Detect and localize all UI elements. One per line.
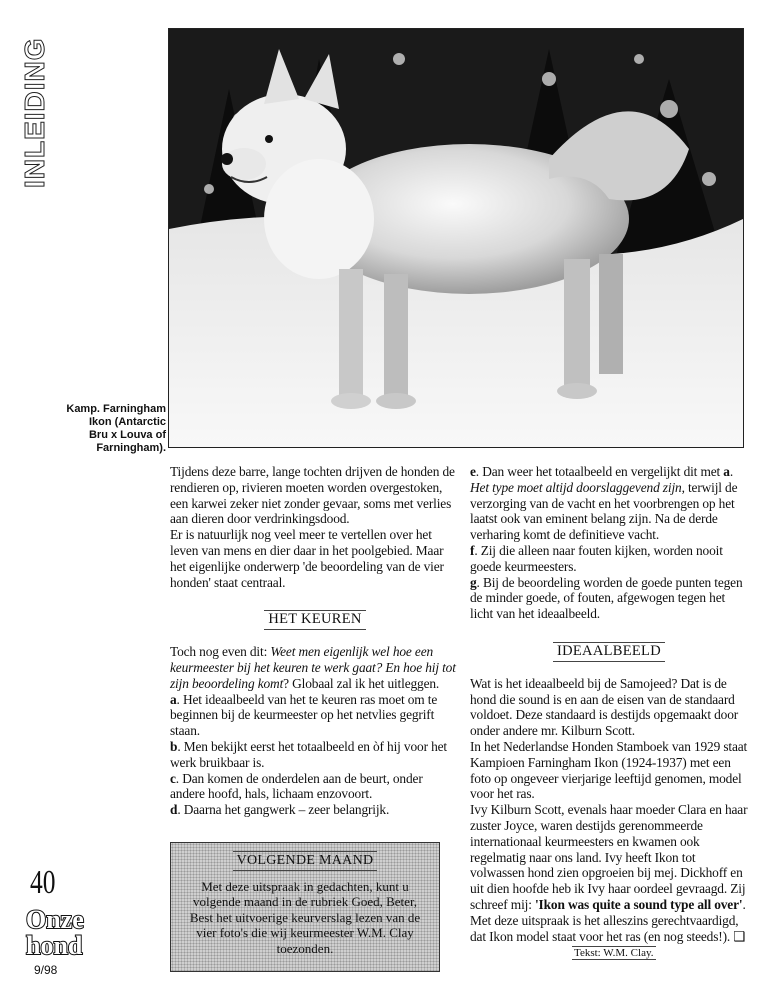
ivy-quote: 'Ikon was quite a sound type all over' bbox=[534, 896, 743, 912]
dog-photo bbox=[168, 28, 744, 448]
item-rest: , terwijl de verzorging van de vacht en het voorbrengen op het laatst ook van eminent belang zijn. Na de derde verharing komt de definitieve vacht. bbox=[470, 479, 738, 543]
closing-paragraph: Met deze uitspraak is het alleszins gerechtvaardigd, dat Ikon model staat voor het ras (en nog steeds!). ❑ bbox=[470, 912, 746, 944]
next-month-box bbox=[170, 842, 440, 972]
list-item bbox=[470, 543, 748, 575]
body-paragraph: In het Nederlandse Honden Stamboek van 1929 staat Kampioen Farningham Ikon (1924-1937) met een foto op ongeveer vierjarige leeftijd genomen, model voor het ras. bbox=[470, 738, 748, 802]
issue-number: 9/98 bbox=[34, 963, 58, 977]
keuren-question: Weet men eigenlijk wel hoe een keurmeester bij het keuren te werk gaat? En hoe hij tot zijn beoordeling komt bbox=[170, 644, 456, 691]
body-paragraph: Wat is het ideaalbeeld bij de Samojeed? Dat is de hond die sound is en aan de eisen van de standaard voldoet. Deze standaard is destijds opgemaakt door onder andere mr. Kilburn Scott. bbox=[470, 675, 739, 739]
item-ref: a bbox=[723, 464, 730, 479]
item-text: . Daarna het gangwerk – zeer belangrijk. bbox=[177, 802, 390, 818]
ivy-paragraph bbox=[470, 802, 748, 913]
item-letter: d bbox=[170, 802, 178, 818]
item-text: . Zij die alleen naar fouten kijken, worden nooit goede keurmeesters. bbox=[470, 542, 723, 574]
page-number: 40 bbox=[30, 864, 56, 901]
logo-line-2: hond bbox=[26, 931, 83, 960]
keuren-intro bbox=[170, 644, 460, 691]
list-item bbox=[170, 802, 460, 818]
intro-paragraph: Tijdens deze barre, lange tochten drijven de honden de rendieren op, rivieren moeten worden overgestoken, een karwei zeker niet zonder gevaar, soms met verlies aan dieren door verdrinkingsdood. bbox=[170, 464, 455, 527]
ivy-text: Ivy Kilburn Scott, evenals haar moeder Clara en haar zuster Joyce, waren destijds gerenommeerde internationaal keurmeesters en kwamen ook regelmatig naar ons land. Ivy heeft Ikon tot volwassen hond zien opgroeien bij mej. Dickhoff en uit dien hoofde heb ik Ivy haar oordeel gevraagd. Zij schreef mij: bbox=[470, 802, 748, 912]
keuren-tail: ? Globaal zal ik het uitleggen. bbox=[283, 675, 440, 691]
list-item bbox=[170, 739, 460, 771]
item-letter: f bbox=[470, 542, 475, 558]
list-item bbox=[470, 575, 748, 622]
item-text: . Dan komen de onderdelen aan de beurt, onder andere hoofd, hals, lichaam enzovoort. bbox=[170, 770, 423, 802]
heading-ideaalbeeld-wrap bbox=[470, 642, 748, 662]
item-text: . Dan weer het totaalbeeld en vergelijkt dit met bbox=[475, 464, 724, 479]
item-letter: a bbox=[170, 691, 177, 707]
right-column bbox=[470, 464, 748, 944]
item-letter: c bbox=[170, 770, 176, 786]
author-credit: Tekst: W.M. Clay. bbox=[574, 947, 654, 959]
list-item bbox=[170, 771, 460, 803]
intro-paragraph: Er is natuurlijk nog veel meer te vertellen over het leven van mens en dier daar in het poolgebied. Maar het eigenlijke onderwerp 'de beoordeling van de vier honden' staat centraal. bbox=[170, 527, 444, 590]
caption-line: Bru x Louva of bbox=[88, 429, 166, 441]
caption-line: Kamp. Farningham bbox=[66, 403, 166, 415]
left-column bbox=[170, 464, 460, 818]
item-text: . Men bekijkt eerst het totaalbeeld en òf hij voor het werk bruikbaar is. bbox=[170, 738, 447, 770]
section-label-text: INLEIDING bbox=[19, 37, 50, 188]
heading-ideaalbeeld: IDEAALBEELD bbox=[553, 642, 665, 662]
heading-volgende-maand: VOLGENDE MAAND bbox=[233, 851, 378, 871]
list-item bbox=[470, 464, 748, 543]
photo-caption bbox=[18, 403, 166, 455]
item-letter: b bbox=[170, 738, 178, 754]
item-text: . Bij de beoordeling worden de goede punten tegen de minder goede, of fouten, afgewogen tegen het licht van het ideaalbeeld. bbox=[470, 574, 743, 622]
magazine-logo bbox=[24, 904, 94, 960]
ivy-end: . bbox=[742, 896, 746, 912]
caption-line: Farningham). bbox=[96, 442, 166, 454]
heading-het-keuren: HET KEUREN bbox=[264, 610, 365, 630]
item-italic: Het type moet altijd doorslaggevend zijn bbox=[470, 479, 682, 495]
item-letter: e bbox=[470, 464, 476, 479]
heading-het-keuren-wrap bbox=[170, 610, 460, 630]
item-text: . Het ideaalbeeld van het te keuren ras moet om te beginnen bij de keurmeester op het netvlies gegrift staan. bbox=[170, 691, 438, 739]
item-end: . bbox=[729, 464, 734, 479]
keuren-lead: Toch nog even dit: bbox=[170, 644, 271, 660]
section-label bbox=[4, 30, 56, 190]
next-month-text: Met deze uitspraak in gedachten, kunt u volgende maand in de rubriek Goed, Beter, Best het uitvoerige keurverslag lezen van de vier foto's die wij keurmeester W.M. Clay toezonden. bbox=[189, 878, 421, 956]
logo-line-1: Onze bbox=[26, 905, 84, 934]
list-item bbox=[170, 692, 460, 739]
caption-line: Ikon (Antarctic bbox=[88, 416, 166, 428]
item-letter: g bbox=[470, 574, 477, 590]
